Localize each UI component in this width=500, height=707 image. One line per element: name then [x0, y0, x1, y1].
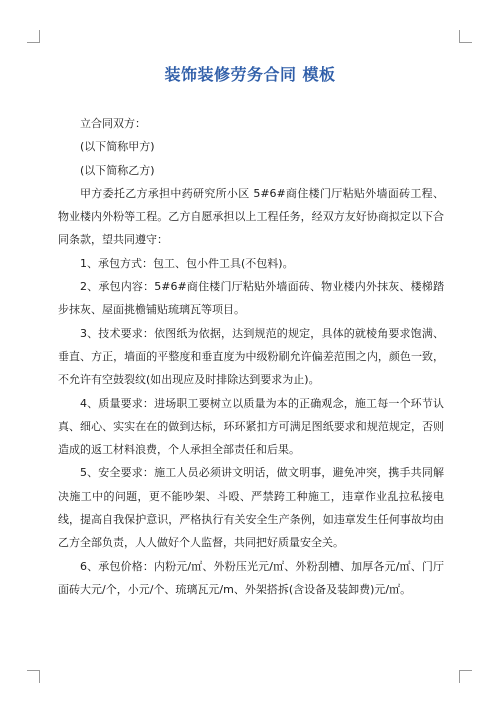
paragraph-party-b: (以下简称乙方)	[80, 163, 155, 177]
paragraph-clause-2: 2、承包内容：5#6#商住楼门厅粘贴外墙面砖、物业楼内外抹灰、楼梯踏步抹灰、屋面挑檐铺贴琉璃瓦等项目。	[58, 280, 444, 317]
paragraph-clause-6: 6、承包价格：内粉元/㎡、外粉压光元/㎡、外粉刮槽、加厚各元/㎡、门厅面砖大元/个，小元/个、琉璃瓦元/m、外架搭拆(含设备及装卸费)元/㎡。	[58, 559, 444, 596]
document-body	[58, 112, 444, 601]
crop-mark-top-left	[27, 30, 40, 43]
paragraph-clause-1: 1、承包方式：包工、包小件工具(不包料)。	[80, 256, 294, 270]
document-title: 装饰装修劳务合同 模板	[164, 65, 336, 84]
crop-mark-top-right	[459, 30, 472, 43]
paragraph-clause-5: 5、安全要求：施工人员必须讲文明话，做文明事，避免冲突，携手共同解决施工中的问题，更不能吵架、斗殴、严禁跨工种施工，违章作业乱拉私接电线，提高自我保护意识，严格执行有关安全生产条例，如违章发生任何事故均由乙方全部负责，人人做好个人监督，共同把好质量安全关。	[58, 466, 444, 550]
paragraph-parties: 立合同双方：	[80, 117, 146, 130]
paragraph-party-a: (以下简称甲方)	[80, 140, 155, 154]
paragraph-clause-4: 4、质量要求：进场职工要树立以质量为本的正确观念，施工每一个环节认真、细心、实实在在的做到达标，环环紧扣方可满足图纸要求和规范规定，否则造成的返工材料浪费，个人承担全部责任和后果。	[58, 396, 444, 457]
paragraph-intro: 甲方委托乙方承担中药研究所小区 5#6#商住楼门厅粘贴外墙面砖工程、物业楼内外粉等工程。乙方自愿承担以上工程任务，经双方友好协商拟定以下合同条款，望共同遵守：	[58, 186, 444, 247]
paragraph-clause-3: 3、技术要求：依图纸为依据，达到规范的规定，具体的就棱角要求饱满、垂直、方正，墙面的平整度和垂直度为中级粉刷允许偏差范围之内，颜色一致，不允许有空鼓裂纹(如出现应及时排除达到要求为止)。	[58, 326, 444, 387]
crop-mark-bottom-right	[459, 670, 472, 683]
crop-mark-bottom-left	[27, 670, 40, 683]
